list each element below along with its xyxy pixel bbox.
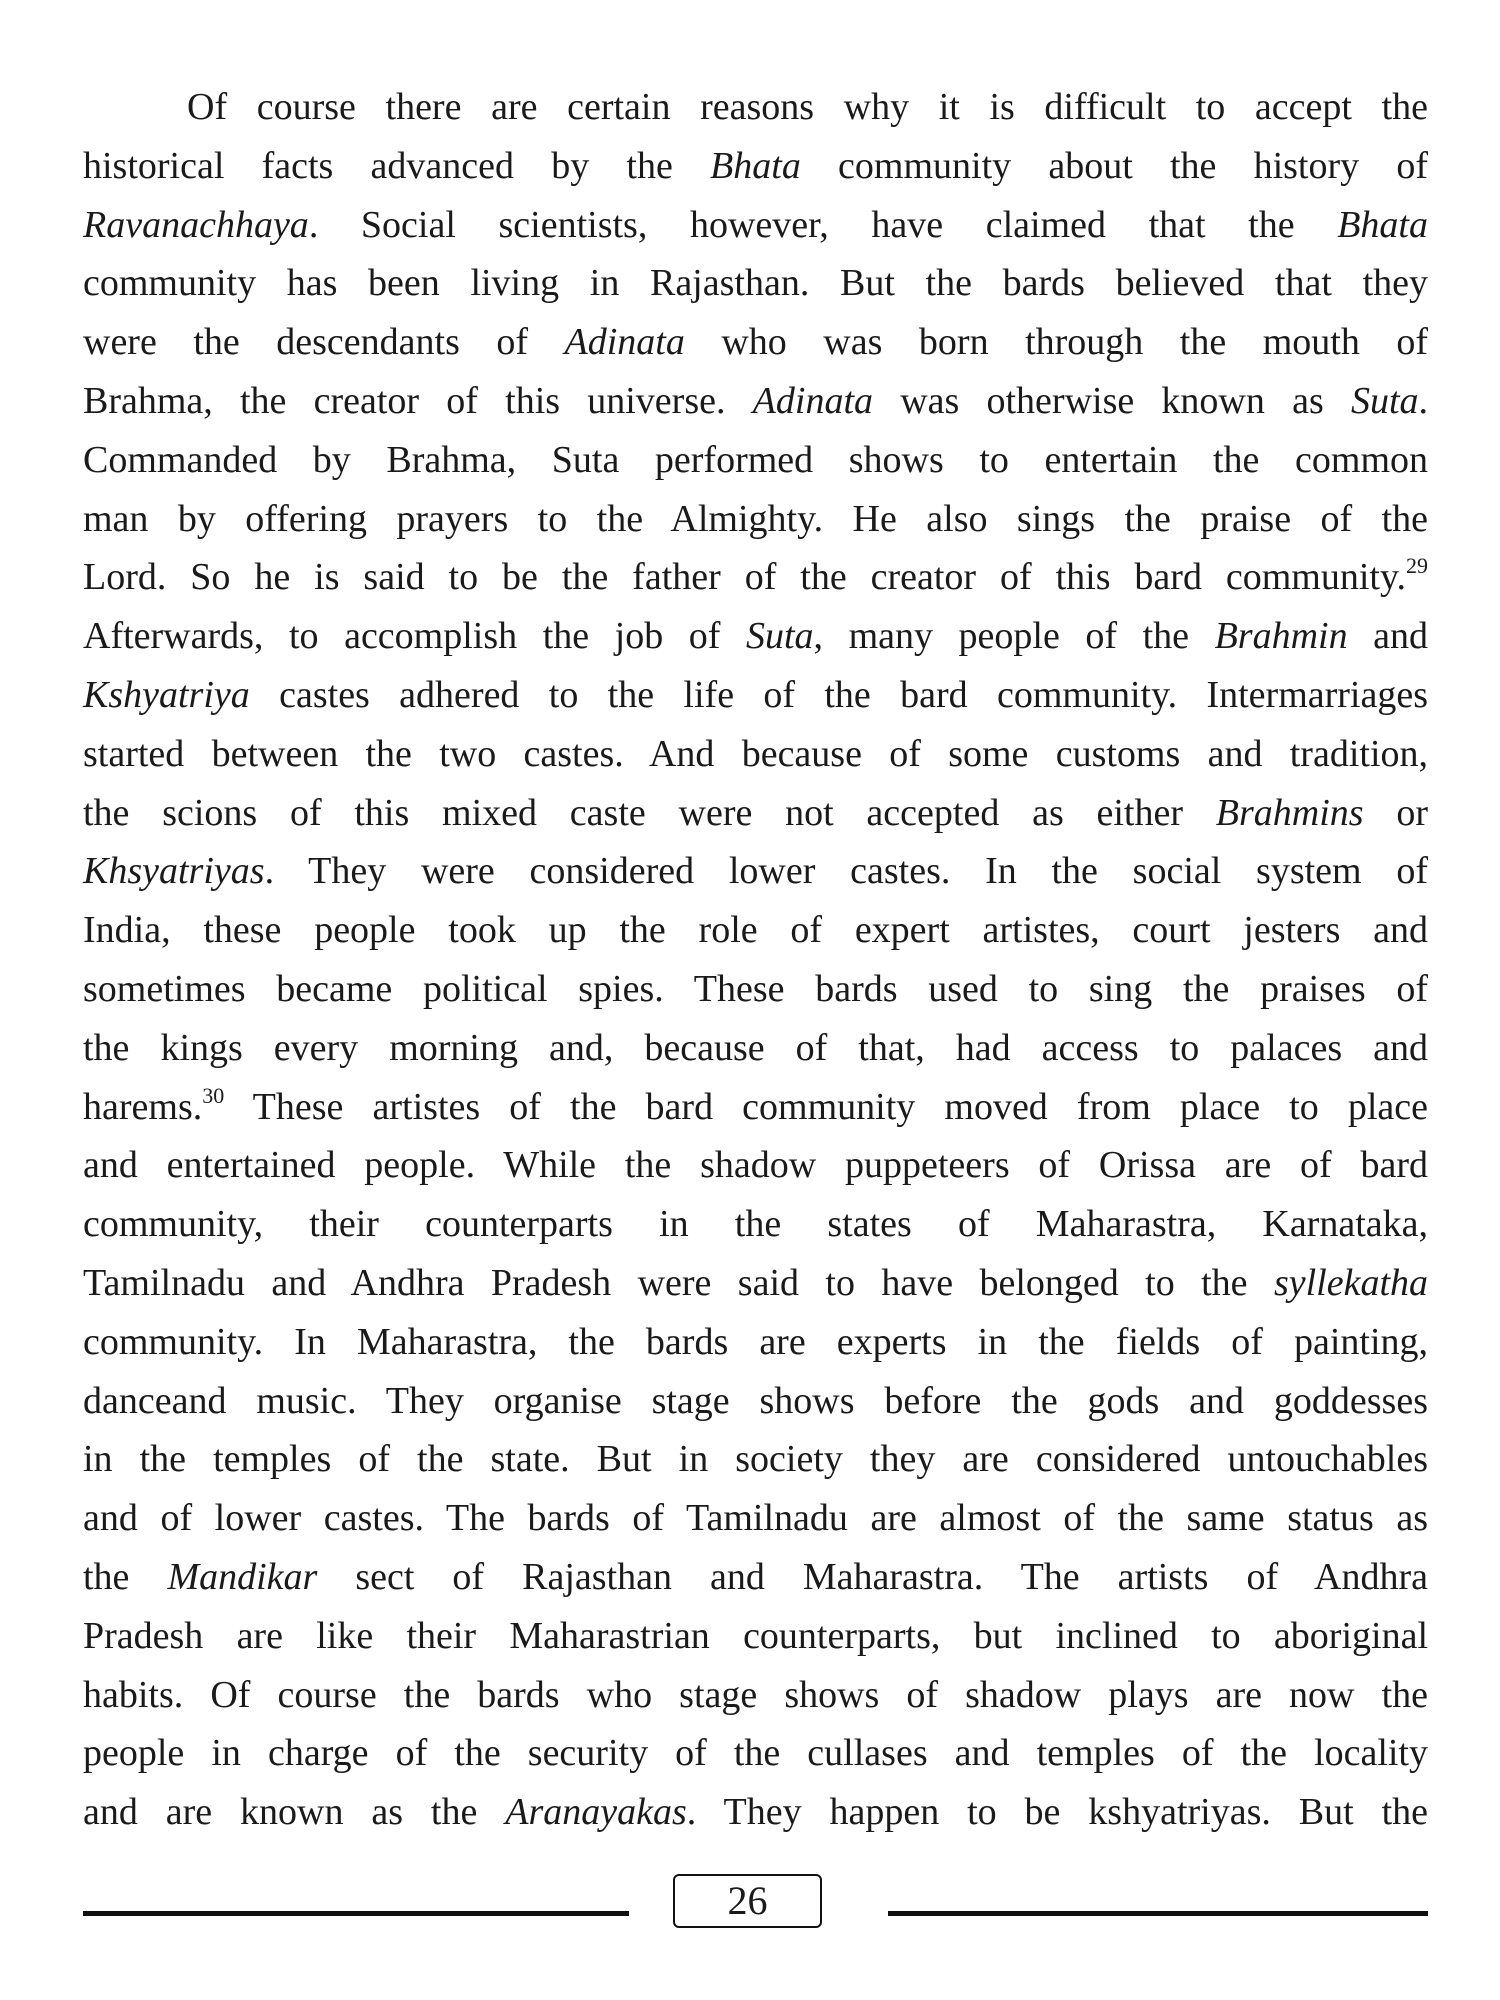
text-run: community about the history of bbox=[800, 144, 1428, 187]
italic-term: Suta bbox=[745, 615, 814, 658]
text-run: was otherwise known as bbox=[873, 379, 1351, 422]
footnote-marker: 30 bbox=[202, 1082, 225, 1108]
text-line bbox=[83, 372, 1428, 431]
italic-term: Bhata bbox=[1337, 203, 1428, 246]
text-line bbox=[83, 960, 1428, 1019]
text-run: These artistes of the bard community moved from place to place bbox=[224, 1085, 1428, 1128]
text-run: Tamilnadu and Andhra Pradesh were said to have belonged to the bbox=[83, 1261, 1274, 1304]
footer-rule-right bbox=[888, 1911, 1428, 1916]
text-run: . Social scientists, however, have claimed that the bbox=[308, 203, 1338, 246]
italic-term: syllekatha bbox=[1273, 1261, 1428, 1304]
text-line bbox=[83, 607, 1428, 666]
text-run: and of lower castes. The bards of Tamilnadu are almost of the same status as bbox=[83, 1497, 1428, 1540]
text-line bbox=[83, 196, 1428, 255]
text-line bbox=[83, 1430, 1428, 1489]
text-line bbox=[83, 1136, 1428, 1195]
text-run: the kings every morning and, because of that, had access to palaces and bbox=[83, 1026, 1428, 1069]
text-run: started between the two castes. And because of some customs and tradition, bbox=[83, 732, 1428, 775]
text-run: Brahma, the creator of this universe. bbox=[83, 379, 753, 422]
text-line bbox=[83, 1666, 1428, 1725]
text-line bbox=[83, 1548, 1428, 1607]
text-run: Pradesh are like their Maharastrian counterparts, but inclined to aboriginal bbox=[83, 1614, 1428, 1657]
text-run: who was born through the mouth of bbox=[684, 321, 1428, 364]
text-run: historical facts advanced by the bbox=[83, 144, 711, 187]
text-line bbox=[83, 1195, 1428, 1254]
text-line bbox=[83, 1019, 1428, 1078]
text-run: and are known as the bbox=[83, 1791, 506, 1834]
text-run: harems. bbox=[83, 1085, 203, 1128]
text-line bbox=[83, 490, 1428, 549]
text-line bbox=[83, 548, 1428, 607]
text-line bbox=[83, 842, 1428, 901]
text-line bbox=[83, 313, 1428, 372]
text-run: , many people of the bbox=[813, 615, 1215, 658]
text-run: community. In Maharastra, the bards are experts in the fields of painting, bbox=[83, 1320, 1428, 1363]
text-line bbox=[83, 1489, 1428, 1548]
text-run: and bbox=[1347, 615, 1428, 658]
text-run: Afterwards, to accomplish the job of bbox=[83, 615, 746, 658]
text-run: danceand music. They organise stage shows before the gods and goddesses bbox=[83, 1379, 1428, 1422]
italic-term: Ravanachhaya bbox=[83, 203, 309, 246]
text-run: Lord. So he is said to be the father of the creator of this bard community. bbox=[83, 556, 1406, 599]
text-run: or bbox=[1363, 791, 1428, 834]
italic-term: Adinata bbox=[564, 321, 685, 364]
text-run: . They were considered lower castes. In the social system of bbox=[264, 850, 1428, 893]
text-line bbox=[83, 901, 1428, 960]
italic-term: Brahmins bbox=[1215, 791, 1364, 834]
page-footer bbox=[83, 1868, 1428, 1934]
italic-term: Brahmin bbox=[1214, 615, 1348, 658]
text-run: Commanded by Brahma, Suta performed shows to entertain the common bbox=[83, 438, 1428, 481]
text-run: the scions of this mixed caste were not accepted as either bbox=[83, 791, 1216, 834]
text-line bbox=[83, 725, 1428, 784]
text-line bbox=[83, 784, 1428, 843]
text-line bbox=[83, 254, 1428, 313]
text-run: castes adhered to the life of the bard community. Intermarriages bbox=[249, 673, 1428, 716]
text-line bbox=[83, 431, 1428, 490]
text-line bbox=[83, 137, 1428, 196]
text-run: people in charge of the security of the cullases and temples of the locality bbox=[83, 1732, 1428, 1775]
text-run: Of course there are certain reasons why it is difficult to accept the bbox=[187, 86, 1428, 128]
text-line bbox=[83, 1313, 1428, 1372]
text-line bbox=[83, 1372, 1428, 1431]
text-line bbox=[83, 1783, 1428, 1842]
text-run: India, these people took up the role of expert artistes, court jesters and bbox=[83, 909, 1428, 952]
italic-term: Suta bbox=[1350, 379, 1419, 422]
text-run: in the temples of the state. But in society they are considered untouchables bbox=[83, 1438, 1428, 1481]
text-line bbox=[83, 1724, 1428, 1783]
text-run: community, their counterparts in the states of Maharastra, Karnataka, bbox=[83, 1203, 1428, 1246]
text-line bbox=[83, 1254, 1428, 1313]
body-paragraph bbox=[83, 78, 1428, 1842]
text-run: . They happen to be kshyatriyas. But the bbox=[686, 1791, 1428, 1834]
italic-term: Aranayakas bbox=[505, 1791, 687, 1834]
text-run: community has been living in Rajasthan. But the bards believed that they bbox=[83, 262, 1428, 305]
text-run: sect of Rajasthan and Maharastra. The artists of Andhra bbox=[317, 1555, 1428, 1598]
footnote-marker: 29 bbox=[1406, 553, 1428, 579]
text-run: sometimes became political spies. These bards used to sing the praises of bbox=[83, 967, 1428, 1010]
text-run: man by offering prayers to the Almighty. He also sings the praise of the bbox=[83, 497, 1428, 540]
italic-term: Mandikar bbox=[167, 1555, 318, 1598]
italic-term: Adinata bbox=[752, 379, 873, 422]
italic-term: Bhata bbox=[710, 144, 801, 187]
text-run: the bbox=[83, 1555, 168, 1598]
text-line bbox=[83, 1078, 1428, 1137]
text-run: were the descendants of bbox=[83, 321, 565, 364]
text-line bbox=[83, 666, 1428, 725]
italic-term: Kshyatriya bbox=[83, 673, 250, 716]
text-run: and entertained people. While the shadow puppeteers of Orissa are of bard bbox=[83, 1144, 1428, 1187]
footer-rule-left bbox=[83, 1911, 629, 1916]
text-line bbox=[83, 1607, 1428, 1666]
page-number: 26 bbox=[673, 1874, 822, 1928]
italic-term: Khsyatriyas bbox=[83, 850, 265, 893]
text-line bbox=[83, 78, 1428, 137]
text-run: habits. Of course the bards who stage shows of shadow plays are now the bbox=[83, 1673, 1428, 1716]
text-run: . bbox=[1418, 379, 1428, 422]
